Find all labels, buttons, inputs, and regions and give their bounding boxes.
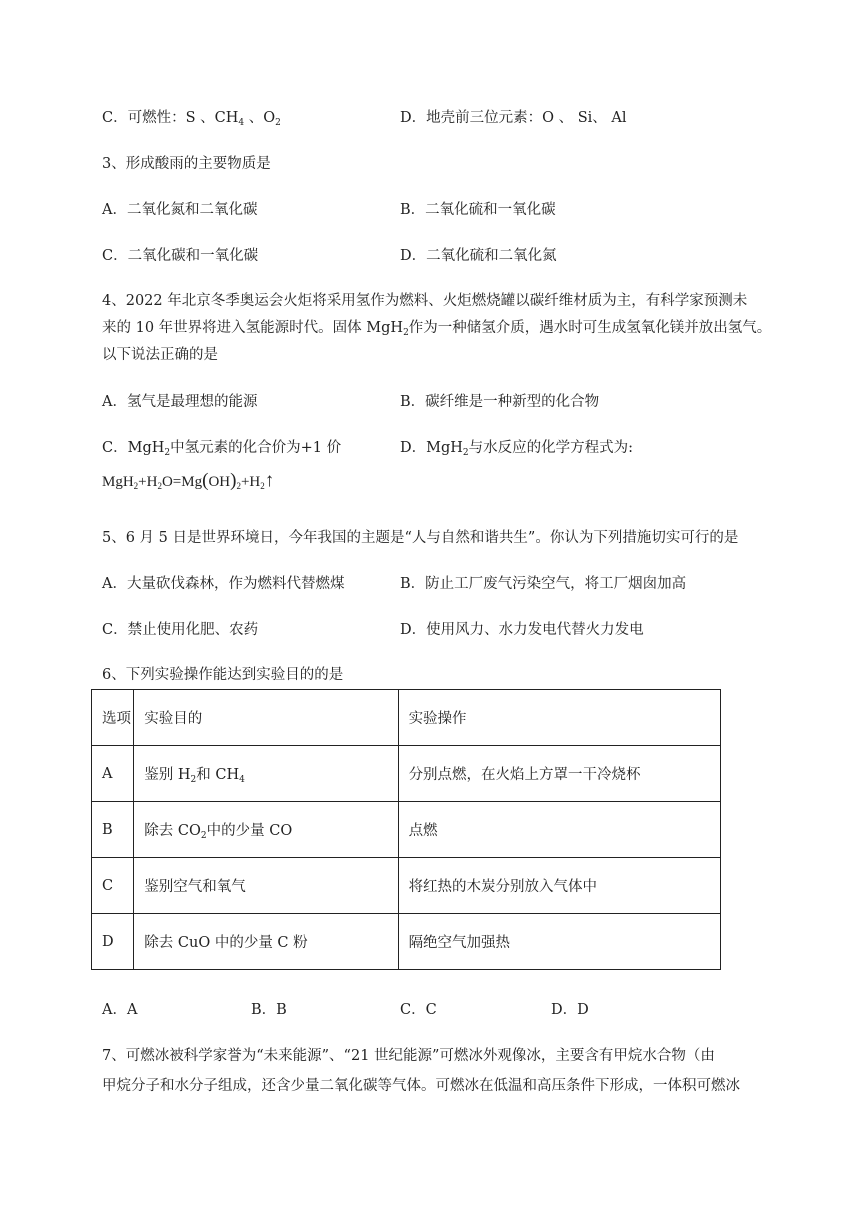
row-operation: 点燃 — [398, 802, 720, 858]
q6-stem: 6、下列实验操作能达到实验目的的是 — [102, 667, 344, 683]
q4-stem-line2: 来的 10 年世界将进入氢能源时代。固体 MgH$_2$作为一种储氢介质，遇水时可生成氢氧化镁并放出氢气。 — [102, 320, 772, 338]
header-goal: 实验目的 — [134, 690, 398, 746]
table-header-row — [92, 690, 721, 746]
table-row — [92, 746, 721, 802]
row-goal: 鉴别 $H_2$和 $CH_4$ — [134, 746, 398, 802]
row-option: B — [92, 802, 134, 858]
row-option: A — [92, 746, 134, 802]
up-arrow-icon: ↑ — [264, 470, 275, 491]
q5-stem: 5、6 月 5 日是世界环境日，今年我国的主题是“人与自然和谐共生”。你认为下列措施切实可行的是 — [102, 530, 739, 546]
q3-stem: 3、形成酸雨的主要物质是 — [102, 156, 271, 172]
q2-option-d: D．地壳前三位元素：O 、 Si、 Al — [400, 110, 627, 126]
q7-stem-line2: 甲烷分子和水分子组成，还含少量二氧化碳等气体。可燃冰在低温和高压条件下形成，一体积可燃冰 — [102, 1078, 740, 1094]
q7-stem-line1: 7、可燃冰被科学家誉为“未来能源”、“21 世纪能源”可燃冰外观像冰，主要含有甲烷水合物（由 — [102, 1048, 715, 1064]
q2-option-c: C．可燃性：S 、$CH_4$ 、$O_2$ — [102, 110, 281, 128]
q6-answer-a: A．A — [102, 1002, 138, 1018]
q5-option-d: D．使用风力、水力发电代替火力发电 — [400, 622, 644, 638]
experiment-table — [91, 689, 721, 970]
row-operation: 分别点燃，在火焰上方罩一干冷烧杯 — [398, 746, 720, 802]
table-row — [92, 914, 721, 970]
table-row — [92, 858, 721, 914]
q3-option-c: C．二氧化碳和一氧化碳 — [102, 248, 259, 264]
q4-chemical-equation: $MgH_2+H_2O=Mg(OH)_2+H_2↑$ — [102, 470, 275, 491]
q3-option-a: A．二氧化氮和二氧化碳 — [102, 202, 258, 218]
q6-answer-c: C．C — [400, 1002, 437, 1018]
q4-option-c: C．MgH$_2$中氢元素的化合价为+1 价 — [102, 440, 342, 458]
q4-stem-line3: 以下说法正确的是 — [102, 347, 218, 363]
header-option: 选项 — [92, 690, 134, 746]
row-option: D — [92, 914, 134, 970]
q3-option-d: D．二氧化硫和二氧化氮 — [400, 248, 557, 264]
q5-option-b: B．防止工厂废气污染空气，将工厂烟囱加高 — [400, 576, 687, 592]
q6-answer-b: B．B — [251, 1002, 287, 1018]
q6-answer-d: D．D — [551, 1002, 589, 1018]
q4-stem-line1: 4、2022 年北京冬季奥运会火炬将采用氢作为燃料、火炬燃烧罐以碳纤维材质为主，有科学家预测未 — [102, 293, 748, 309]
q4-option-b: B．碳纤维是一种新型的化合物 — [400, 394, 600, 410]
row-goal: 除去 CuO 中的少量 C 粉 — [134, 914, 398, 970]
q5-option-c: C．禁止使用化肥、农药 — [102, 622, 259, 638]
row-option: C — [92, 858, 134, 914]
q4-option-d: D．MgH$_2$与水反应的化学方程式为: — [400, 440, 634, 458]
header-operation: 实验操作 — [398, 690, 720, 746]
row-operation: 隔绝空气加强热 — [398, 914, 720, 970]
q4-option-a: A．氢气是最理想的能源 — [102, 394, 258, 410]
row-operation: 将红热的木炭分别放入气体中 — [398, 858, 720, 914]
q3-option-b: B．二氧化硫和一氧化碳 — [400, 202, 556, 218]
table-row — [92, 802, 721, 858]
row-goal: 除去 $CO_2$中的少量 CO — [134, 802, 398, 858]
row-goal: 鉴别空气和氧气 — [134, 858, 398, 914]
q5-option-a: A．大量砍伐森林，作为燃料代替燃煤 — [102, 576, 345, 592]
